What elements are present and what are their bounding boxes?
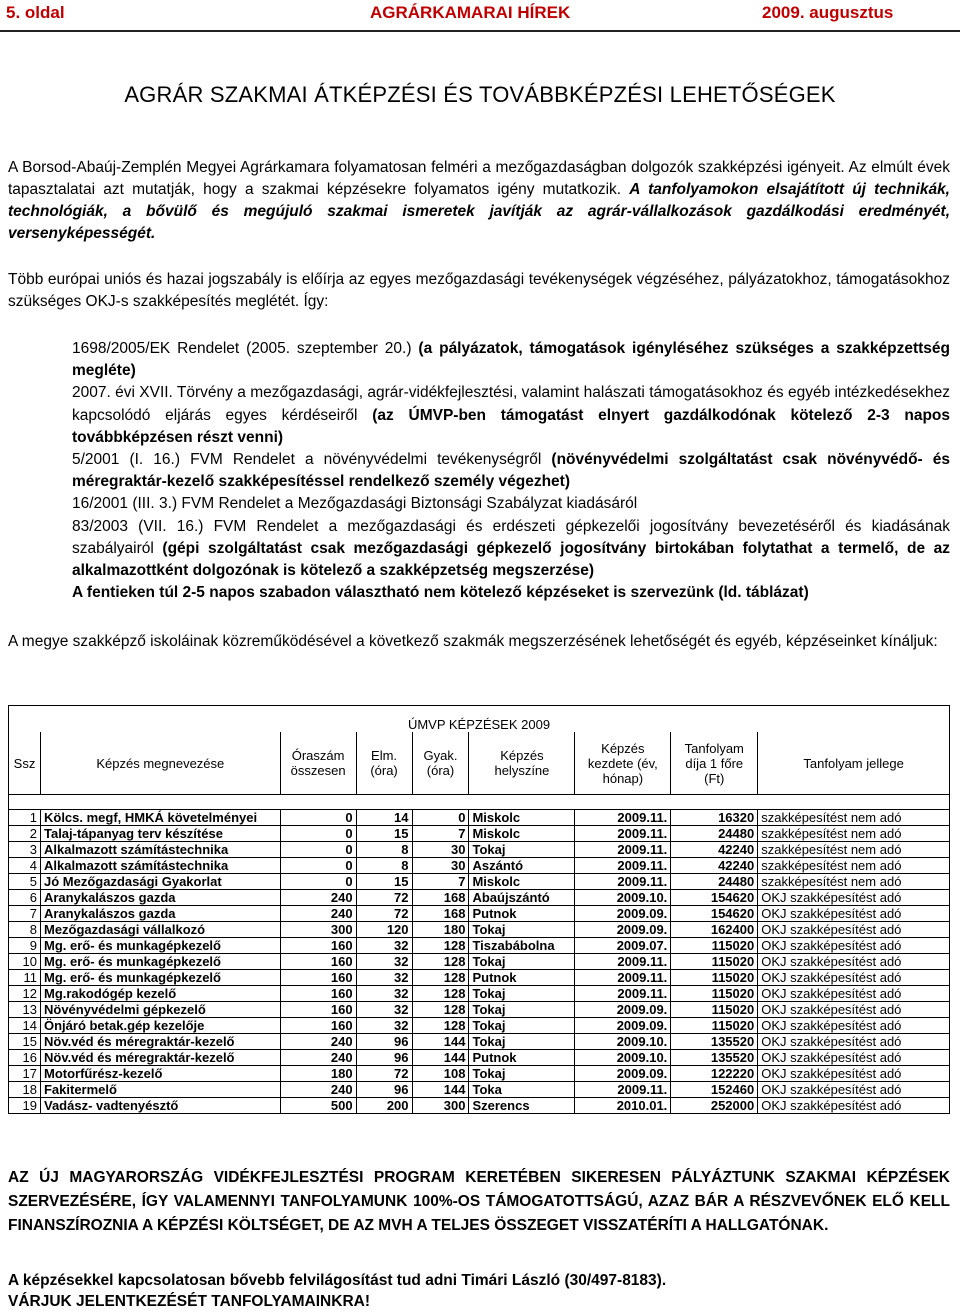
column-header: Gyak. (óra) <box>412 732 469 795</box>
row-number: 8 <box>9 922 41 938</box>
table-caption: ÚMVP KÉPZÉSEK 2009 <box>9 706 950 733</box>
theory-hours: 72 <box>356 890 412 906</box>
courses-table <box>8 705 950 1114</box>
course-location: Tokaj <box>469 1034 575 1050</box>
theory-hours: 32 <box>356 938 412 954</box>
theory-hours: 96 <box>356 1082 412 1098</box>
course-start: 2010.01. <box>575 1098 671 1114</box>
theory-hours: 32 <box>356 1018 412 1034</box>
course-start: 2009.09. <box>575 922 671 938</box>
column-header: Óraszám összesen <box>280 732 356 795</box>
practice-hours: 30 <box>412 858 469 874</box>
course-name: Alkalmazott számítástechnika <box>40 858 280 874</box>
course-start: 2009.11. <box>575 874 671 890</box>
course-type: OKJ szakképesítést adó <box>758 890 950 906</box>
page-number: 5. oldal <box>6 3 65 22</box>
theory-hours: 32 <box>356 970 412 986</box>
total-hours: 0 <box>280 842 356 858</box>
contact-line: A képzésekkel kapcsolatosan bővebb felvilágosítást tud adni Timári László (30/497-8183). <box>8 1272 667 1289</box>
course-fee: 115020 <box>671 986 758 1002</box>
practice-hours: 128 <box>412 1018 469 1034</box>
course-type: szakképesítést nem adó <box>758 810 950 826</box>
regulation-item: A fentieken túl 2-5 napos szabadon választható nem kötelező képzéseket is szervezünk (ld. táblázat) <box>72 584 809 602</box>
row-number: 16 <box>9 1050 41 1066</box>
practice-hours: 144 <box>412 1082 469 1098</box>
column-header: Képzés kezdete (év, hónap) <box>575 732 671 795</box>
total-hours: 160 <box>280 938 356 954</box>
page-title: AGRÁR SZAKMAI ÁTKÉPZÉSI ÉS TOVÁBBKÉPZÉSI LEHETŐSÉGEK <box>124 82 836 107</box>
regulations-intro: Több európai uniós és hazai jogszabály is előírja az egyes mezőgazdasági tevékenységek végzéséhez, pályázatokhoz, támogatásokhoz szükséges OKJ-s szakképesítés meglétét. Így: <box>8 271 950 310</box>
course-location: Tiszabábolna <box>469 938 575 954</box>
row-number: 15 <box>9 1034 41 1050</box>
course-fee: 42240 <box>671 858 758 874</box>
course-start: 2009.10. <box>575 1034 671 1050</box>
total-hours: 0 <box>280 874 356 890</box>
course-name: Aranykalászos gazda <box>40 890 280 906</box>
course-location: Toka <box>469 1082 575 1098</box>
course-start: 2009.10. <box>575 1050 671 1066</box>
course-name: Mezőgazdasági vállalkozó <box>40 922 280 938</box>
total-hours: 240 <box>280 906 356 922</box>
contact-info <box>8 1270 950 1312</box>
row-number: 2 <box>9 826 41 842</box>
row-number: 3 <box>9 842 41 858</box>
row-number: 6 <box>9 890 41 906</box>
theory-hours: 15 <box>356 826 412 842</box>
course-location: Abaújszántó <box>469 890 575 906</box>
course-start: 2009.11. <box>575 858 671 874</box>
course-start: 2009.11. <box>575 826 671 842</box>
course-location: Miskolc <box>469 874 575 890</box>
total-hours: 160 <box>280 986 356 1002</box>
table-row <box>9 842 950 858</box>
total-hours: 160 <box>280 954 356 970</box>
table-row <box>9 1018 950 1034</box>
course-type: OKJ szakképesítést adó <box>758 986 950 1002</box>
row-number: 10 <box>9 954 41 970</box>
course-location: Tokaj <box>469 1018 575 1034</box>
course-type: szakképesítést nem adó <box>758 842 950 858</box>
course-type: szakképesítést nem adó <box>758 858 950 874</box>
table-row <box>9 922 950 938</box>
course-start: 2009.11. <box>575 842 671 858</box>
course-location: Miskolc <box>469 810 575 826</box>
course-start: 2009.09. <box>575 1002 671 1018</box>
row-number: 14 <box>9 1018 41 1034</box>
course-name: Motorfűrész-kezelő <box>40 1066 280 1082</box>
intro-text: A Borsod-Abaúj-Zemplén Megyei Agrárkamara folyamatosan felméri a mezőgazdaságban dolgozók szakképzési igényeit. Az elmúlt évek tapasztalatai azt mutatják, hogy a szakmai képzésekre folyamatos igény mutatkozik. <box>8 159 950 198</box>
course-location: Putnok <box>469 970 575 986</box>
practice-hours: 128 <box>412 938 469 954</box>
regulation-item: 16/2001 (III. 3.) FVM Rendelet a Mezőgazdasági Biztonsági Szabályzat kiadásáról <box>72 495 638 513</box>
total-hours: 500 <box>280 1098 356 1114</box>
regulation-item: 1698/2005/EK Rendelet (2005. szeptember 20.) (a pályázatok, támogatások igényléséhez szükséges a szakképzettség megléte) <box>72 340 950 380</box>
theory-hours: 200 <box>356 1098 412 1114</box>
practice-hours: 0 <box>412 810 469 826</box>
offer-paragraph: A megye szakképző iskoláinak közreműködésével a következő szakmák megszerzésének lehetőségét és egyéb, képzéseinket kínáljuk: <box>8 633 938 650</box>
total-hours: 160 <box>280 970 356 986</box>
theory-hours: 96 <box>356 1034 412 1050</box>
theory-hours: 14 <box>356 810 412 826</box>
course-fee: 162400 <box>671 922 758 938</box>
course-location: Tokaj <box>469 842 575 858</box>
practice-hours: 168 <box>412 890 469 906</box>
total-hours: 240 <box>280 1034 356 1050</box>
practice-hours: 128 <box>412 954 469 970</box>
course-name: Mg. erő- és munkagépkezelő <box>40 938 280 954</box>
theory-hours: 15 <box>356 874 412 890</box>
course-type: szakképesítést nem adó <box>758 826 950 842</box>
course-start: 2009.09. <box>575 1066 671 1082</box>
practice-hours: 7 <box>412 826 469 842</box>
course-name: Mg. erő- és munkagépkezelő <box>40 970 280 986</box>
total-hours: 180 <box>280 1066 356 1082</box>
total-hours: 0 <box>280 858 356 874</box>
practice-hours: 144 <box>412 1034 469 1050</box>
practice-hours: 168 <box>412 906 469 922</box>
practice-hours: 144 <box>412 1050 469 1066</box>
total-hours: 240 <box>280 1050 356 1066</box>
course-location: Putnok <box>469 906 575 922</box>
course-type: OKJ szakképesítést adó <box>758 1082 950 1098</box>
row-number: 1 <box>9 810 41 826</box>
course-location: Tokaj <box>469 954 575 970</box>
theory-hours: 32 <box>356 1002 412 1018</box>
theory-hours: 72 <box>356 1066 412 1082</box>
course-type: OKJ szakképesítést adó <box>758 938 950 954</box>
publication-name: AGRÁRKAMARAI HÍREK <box>370 3 571 22</box>
course-start: 2009.11. <box>575 954 671 970</box>
row-number: 7 <box>9 906 41 922</box>
total-hours: 300 <box>280 922 356 938</box>
table-row <box>9 858 950 874</box>
course-fee: 115020 <box>671 954 758 970</box>
course-type: OKJ szakképesítést adó <box>758 1018 950 1034</box>
practice-hours: 30 <box>412 842 469 858</box>
row-number: 17 <box>9 1066 41 1082</box>
course-type: OKJ szakképesítést adó <box>758 1098 950 1114</box>
table-row <box>9 1098 950 1114</box>
regulations-list <box>72 338 950 604</box>
course-location: Tokaj <box>469 986 575 1002</box>
table-row <box>9 874 950 890</box>
course-name: Növ.véd és méregraktár-kezelő <box>40 1034 280 1050</box>
theory-hours: 32 <box>356 954 412 970</box>
theory-hours: 8 <box>356 858 412 874</box>
course-fee: 154620 <box>671 906 758 922</box>
intro-paragraph <box>8 157 950 245</box>
table-row <box>9 810 950 826</box>
course-start: 2009.11. <box>575 986 671 1002</box>
course-location: Putnok <box>469 1050 575 1066</box>
practice-hours: 128 <box>412 1002 469 1018</box>
theory-hours: 120 <box>356 922 412 938</box>
call-to-action: VÁRJUK JELENTKEZÉSÉT TANFOLYAMAINKRA! <box>8 1293 370 1310</box>
table-row <box>9 986 950 1002</box>
column-header: Ssz <box>9 732 41 795</box>
course-location: Szerencs <box>469 1098 575 1114</box>
row-number: 5 <box>9 874 41 890</box>
course-start: 2009.10. <box>575 890 671 906</box>
table-header-row <box>9 732 950 795</box>
practice-hours: 128 <box>412 970 469 986</box>
row-number: 11 <box>9 970 41 986</box>
regulation-item: 2007. évi XVII. Törvény a mezőgazdasági, agrár-vidékfejlesztési, valamint halászati támogatásokhoz és egyéb intézkedésekhez kapcsolódó eljárás egyes kérdéseiről (az ÚMVP-ben támogatást elnyert gazdálkodónak kötelező 2-3 napos továbbképzésen részt venni) <box>72 384 951 446</box>
course-name: Önjáró betak.gép kezelője <box>40 1018 280 1034</box>
row-number: 13 <box>9 1002 41 1018</box>
course-name: Növ.véd és méregraktár-kezelő <box>40 1050 280 1066</box>
column-header: Képzés megnevezése <box>40 732 280 795</box>
total-hours: 160 <box>280 1002 356 1018</box>
course-name: Jó Mezőgazdasági Gyakorlat <box>40 874 280 890</box>
table-row <box>9 954 950 970</box>
course-name: Mg. erő- és munkagépkezelő <box>40 954 280 970</box>
theory-hours: 96 <box>356 1050 412 1066</box>
row-number: 18 <box>9 1082 41 1098</box>
course-name: Alkalmazott számítástechnika <box>40 842 280 858</box>
total-hours: 0 <box>280 826 356 842</box>
practice-hours: 180 <box>412 922 469 938</box>
total-hours: 0 <box>280 810 356 826</box>
regulation-item: 5/2001 (I. 16.) FVM Rendelet a növényvédelmi tevékenységről (növényvédelmi szolgáltatást csak növényvédő- és méregraktár-kezelő szakképesítéssel rendelkező személy végezhet) <box>72 451 951 491</box>
course-type: OKJ szakképesítést adó <box>758 906 950 922</box>
table-row <box>9 1082 950 1098</box>
course-name: Növényvédelmi gépkezelő <box>40 1002 280 1018</box>
column-header: Tanfolyam jellege <box>758 732 950 795</box>
row-number: 9 <box>9 938 41 954</box>
course-fee: 115020 <box>671 1002 758 1018</box>
course-start: 2009.09. <box>575 1018 671 1034</box>
course-location: Tokaj <box>469 922 575 938</box>
course-name: Talaj-tápanyag terv készítése <box>40 826 280 842</box>
course-start: 2009.11. <box>575 1082 671 1098</box>
practice-hours: 128 <box>412 986 469 1002</box>
theory-hours: 32 <box>356 986 412 1002</box>
course-name: Mg.rakodógép kezelő <box>40 986 280 1002</box>
course-type: OKJ szakképesítést adó <box>758 1050 950 1066</box>
table-row <box>9 1002 950 1018</box>
intro-emphasis: A tanfolyamokon elsajátított új technikák, technológiák, a bővülő és megújuló szakmai ismeretek javítják az agrár-vállalkozások gazdálkodási eredményét, versenyképességét. <box>8 181 950 242</box>
course-fee: 115020 <box>671 938 758 954</box>
page-header <box>0 0 960 32</box>
column-header: Elm. (óra) <box>356 732 412 795</box>
course-fee: 16320 <box>671 810 758 826</box>
row-number: 4 <box>9 858 41 874</box>
course-fee: 24480 <box>671 874 758 890</box>
course-fee: 115020 <box>671 970 758 986</box>
practice-hours: 108 <box>412 1066 469 1082</box>
regulation-item: 83/2003 (VII. 16.) FVM Rendelet a mezőgazdasági és erdészeti gépkezelői jogosítvány bevezetéséről és kiadásának szabályairól (gépi szolgáltatást csak mezőgazdasági gépkezelő jogosítvány birtokában folytathat a termelő, de az alkalmazottként dolgozónak is kötelező a szakképzetség megszerzése) <box>72 517 950 580</box>
course-fee: 42240 <box>671 842 758 858</box>
total-hours: 240 <box>280 890 356 906</box>
course-fee: 115020 <box>671 1018 758 1034</box>
practice-hours: 7 <box>412 874 469 890</box>
course-location: Miskolc <box>469 826 575 842</box>
table-row <box>9 938 950 954</box>
practice-hours: 300 <box>412 1098 469 1114</box>
table-row <box>9 1050 950 1066</box>
course-type: OKJ szakképesítést adó <box>758 1066 950 1082</box>
course-start: 2009.07. <box>575 938 671 954</box>
course-type: OKJ szakképesítést adó <box>758 970 950 986</box>
table-row <box>9 826 950 842</box>
course-name: Vadász- vadtenyésztő <box>40 1098 280 1114</box>
issue-date: 2009. augusztus <box>762 3 894 22</box>
table-row <box>9 1066 950 1082</box>
course-location: Aszántó <box>469 858 575 874</box>
course-fee: 122220 <box>671 1066 758 1082</box>
table-row <box>9 890 950 906</box>
course-fee: 135520 <box>671 1050 758 1066</box>
course-type: OKJ szakképesítést adó <box>758 922 950 938</box>
course-fee: 152460 <box>671 1082 758 1098</box>
row-number: 19 <box>9 1098 41 1114</box>
theory-hours: 72 <box>356 906 412 922</box>
course-name: Aranykalászos gazda <box>40 906 280 922</box>
funding-announcement: AZ ÚJ MAGYARORSZÁG VIDÉKFEJLESZTÉSI PROGRAM KERETÉBEN SIKERESEN PÁLYÁZTUNK SZAKMAI KÉPZÉSEK SZERVEZÉSÉRE, ÍGY VALAMENNYI TANFOLYAMUNK 100%-OS TÁMOGATOTTSÁGÚ, AZAZ BÁR A RÉSZVEVŐNEK ELŐ KELL FINANSZÍROZNIA A KÉPZÉSI KÖLTSÉGET, DE AZ MVH A TELJES ÖSSZEGET VISSZATÉRÍTI A HALLGATÓNAK. <box>8 1169 950 1234</box>
course-start: 2009.11. <box>575 810 671 826</box>
course-location: Tokaj <box>469 1066 575 1082</box>
course-type: OKJ szakképesítést adó <box>758 954 950 970</box>
course-start: 2009.11. <box>575 970 671 986</box>
course-fee: 154620 <box>671 890 758 906</box>
row-number: 12 <box>9 986 41 1002</box>
course-name: Kölcs. megf, HMKÁ követelményei <box>40 810 280 826</box>
total-hours: 240 <box>280 1082 356 1098</box>
course-name: Fakitermelő <box>40 1082 280 1098</box>
table-row <box>9 1034 950 1050</box>
column-header: Tanfolyam díja 1 főre (Ft) <box>671 732 758 795</box>
course-fee: 135520 <box>671 1034 758 1050</box>
total-hours: 160 <box>280 1018 356 1034</box>
course-type: OKJ szakképesítést adó <box>758 1034 950 1050</box>
course-fee: 252000 <box>671 1098 758 1114</box>
theory-hours: 8 <box>356 842 412 858</box>
course-fee: 24480 <box>671 826 758 842</box>
course-type: OKJ szakképesítést adó <box>758 1002 950 1018</box>
course-type: szakképesítést nem adó <box>758 874 950 890</box>
table-row <box>9 906 950 922</box>
course-location: Tokaj <box>469 1002 575 1018</box>
table-row <box>9 970 950 986</box>
column-header: Képzés helyszíne <box>469 732 575 795</box>
course-start: 2009.09. <box>575 906 671 922</box>
